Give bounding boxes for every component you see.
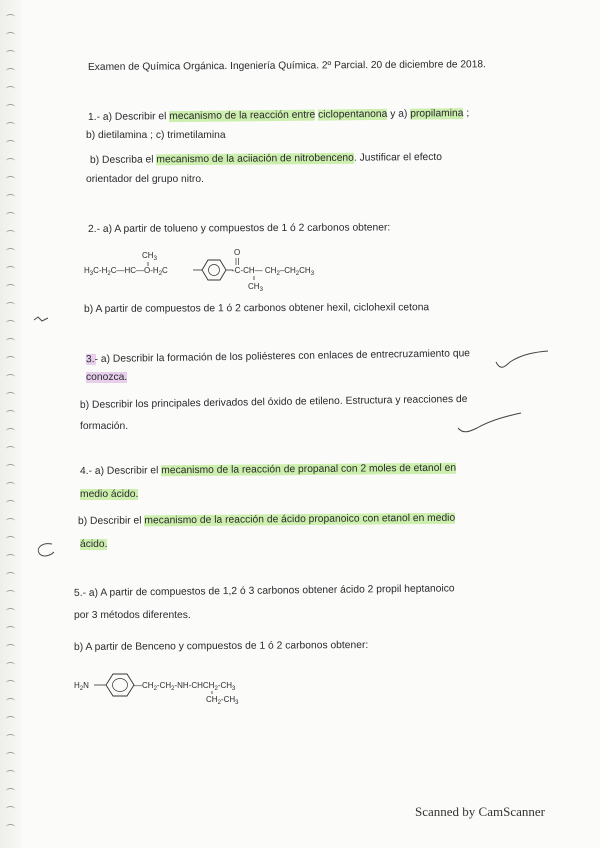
scanner-watermark: Scanned by CamScanner bbox=[415, 804, 545, 819]
binder-ring bbox=[6, 482, 15, 488]
binder-ring bbox=[6, 428, 15, 434]
exam-header: Examen de Química Orgánica. Ingeniería Química. 2º Parcial. 20 de diciembre de 2018. bbox=[87, 59, 486, 73]
q4b-line2-text: ácido. bbox=[80, 539, 108, 550]
binder-ring bbox=[6, 374, 15, 380]
binder-ring bbox=[6, 554, 15, 560]
margin-scribble bbox=[30, 540, 60, 562]
q5a-line2: por 3 métodos diferentes. bbox=[74, 610, 191, 621]
binder-ring bbox=[6, 392, 15, 398]
binder-ring bbox=[6, 680, 15, 686]
checkmark-2 bbox=[455, 410, 525, 436]
q3a-line1 bbox=[86, 348, 470, 365]
binder-ring bbox=[6, 752, 15, 758]
q4a-line1 bbox=[80, 463, 456, 477]
binder-ring bbox=[6, 320, 15, 326]
q3b-line1: b) Describir los principales derivados del óxido de etileno. Estructura y reacciones de bbox=[79, 393, 468, 411]
q4b-highlight: mecanismo de la reacción de ácido propanoico con etanol en medio bbox=[144, 512, 456, 527]
q5-chain: $—CH_2-CH_2-NH-CHCH_2-CH_3$ bbox=[134, 681, 236, 692]
binder-ring bbox=[6, 248, 15, 254]
q2-structure bbox=[80, 246, 360, 294]
q2-ch3-top: $CH_3$ bbox=[142, 251, 157, 262]
binder-ring bbox=[6, 104, 15, 110]
q4a-line2 bbox=[80, 489, 138, 500]
q4a-line2-text: medio ácido. bbox=[80, 489, 139, 500]
q3a-text: 3.- a) Describir la formación de los poliésteres con enlaces de entrecruzamiento que bbox=[85, 348, 471, 366]
q1b-line1 bbox=[90, 152, 442, 166]
binder-ring bbox=[6, 212, 15, 218]
q3a-line2-text: conozca. bbox=[86, 372, 128, 383]
q5b-text: b) A partir de Benceno y compuestos de 1 ó 2 carbonos obtener: bbox=[73, 639, 369, 653]
q1a-line1 bbox=[88, 108, 469, 123]
binder-ring bbox=[6, 158, 15, 164]
q1a-end: ; bbox=[463, 108, 470, 120]
q1a-mid: y a) bbox=[387, 108, 411, 120]
q1a-highlight-amine: propilamina bbox=[410, 108, 464, 120]
q2a-text: 2.- a) A partir de tolueno y compuestos de 1 ó 2 carbonos obtener: bbox=[87, 222, 391, 235]
binder-ring bbox=[6, 824, 15, 830]
binder-ring bbox=[6, 788, 15, 794]
binder-ring bbox=[6, 284, 15, 290]
binder-ring bbox=[6, 590, 15, 596]
binder-ring bbox=[6, 662, 15, 668]
q1b-prefix: b) Describa el bbox=[89, 154, 157, 166]
q5-structure bbox=[72, 662, 312, 706]
q4b-prefix: b) Describir el bbox=[77, 515, 145, 527]
binder-ring bbox=[6, 86, 15, 92]
binder-ring bbox=[6, 626, 15, 632]
binder-ring bbox=[6, 176, 15, 182]
binder-ring bbox=[6, 140, 15, 146]
binder-ring bbox=[6, 338, 15, 344]
binder-ring bbox=[6, 32, 15, 38]
q4b-line1 bbox=[78, 513, 455, 527]
q1b-end: . Justificar el efecto bbox=[353, 151, 443, 164]
binder-ring bbox=[6, 770, 15, 776]
q2b-text: b) A partir de compuestos de 1 ó 2 carbonos obtener hexil, ciclohexil cetona bbox=[83, 302, 430, 315]
binder-ring bbox=[6, 536, 15, 542]
q5-branch: $CH_2-CH_3$ bbox=[206, 695, 239, 706]
binder-ring bbox=[6, 14, 15, 20]
q2-left-chain: $H_3C-H_2C—HC—O-H_2C$ bbox=[84, 266, 168, 277]
q1a-line2: b) dietilamina ; c) trimetilamina bbox=[86, 130, 226, 141]
q4a-highlight: mecanismo de la reacción de propanal con 2 moles de etanol en bbox=[161, 462, 457, 477]
binder-ring bbox=[6, 734, 15, 740]
binder-ring bbox=[6, 302, 15, 308]
checkmark-1 bbox=[492, 348, 552, 372]
q1a-highlight-mechanism: mecanismo de la reacción entre bbox=[169, 109, 316, 123]
q1a-highlight-ketone: ciclopentanona bbox=[318, 108, 388, 121]
binder-ring bbox=[6, 464, 15, 470]
q1b-line2: orientador del grupo nitro. bbox=[86, 174, 204, 185]
binder-ring bbox=[6, 644, 15, 650]
margin-tick bbox=[32, 314, 52, 324]
binder-ring bbox=[6, 698, 15, 704]
binder-ring bbox=[6, 356, 15, 362]
q4b-line2 bbox=[80, 539, 107, 550]
binder-ring bbox=[6, 410, 15, 416]
binder-ring bbox=[6, 716, 15, 722]
binder-ring bbox=[6, 572, 15, 578]
q4a-prefix: 4.- a) Describir el bbox=[79, 465, 162, 477]
q1b-highlight: mecanismo de la aciiación de nitrobenceno bbox=[156, 152, 354, 166]
binder-ring bbox=[6, 230, 15, 236]
q5a-line1: 5.- a) A partir de compuestos de 1,2 ó 3 carbonos obtener ácido 2 propil heptanoico bbox=[73, 583, 455, 599]
binder-ring bbox=[6, 50, 15, 56]
benzene-ring-2 bbox=[94, 674, 134, 696]
q2-carbonyl-o: O bbox=[234, 248, 241, 257]
binder-ring bbox=[6, 518, 15, 524]
binder-ring bbox=[6, 446, 15, 452]
q2-ch3-bottom: $CH_3$ bbox=[248, 282, 263, 293]
binder-ring bbox=[6, 194, 15, 200]
binder-ring bbox=[6, 500, 15, 506]
q2-right-chain: -C-CH— $CH_2-CH_2CH_3$ bbox=[232, 266, 315, 277]
q1a-prefix: 1.- a) Describir el bbox=[87, 111, 170, 123]
binder-ring bbox=[6, 68, 15, 74]
q5-amine: $H_2N$ bbox=[74, 681, 89, 692]
binder-ring bbox=[6, 122, 15, 128]
q3a-line2 bbox=[86, 372, 127, 383]
binder-ring bbox=[6, 806, 15, 812]
q3b-line2: formación. bbox=[80, 421, 129, 432]
binder-ring bbox=[6, 608, 15, 614]
binder-ring bbox=[6, 266, 15, 272]
benzene-ring-1 bbox=[193, 260, 233, 280]
